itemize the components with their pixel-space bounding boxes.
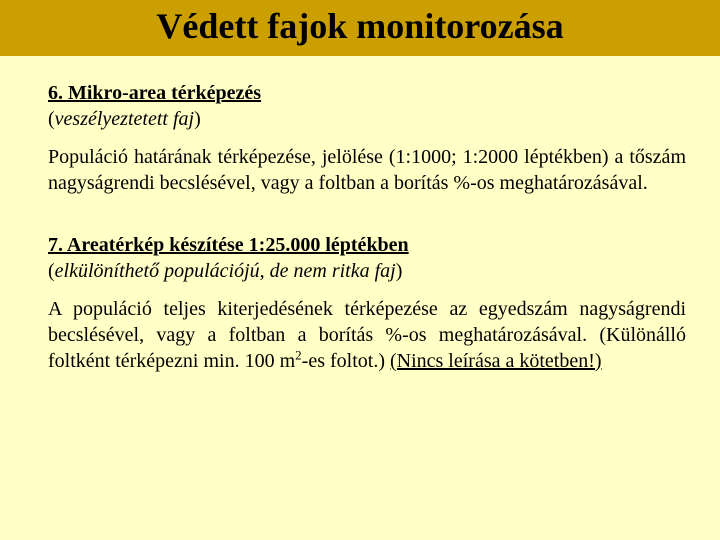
section-7-subtitle: elkülöníthető populációjú, de nem ritka faj bbox=[54, 260, 396, 282]
slide-content bbox=[48, 80, 686, 374]
section-7-heading: 7. Areatérkép készítése 1:25.000 léptékben bbox=[48, 234, 409, 256]
section-7-body-part1: A populáció teljes kiterjedésének térképezése az egyedszám nagyságrendi becslésével, vagy a foltban a borítás %-os meghatározásával. (Különálló foltként térképezni min. 100 m bbox=[48, 298, 686, 372]
section-7 bbox=[48, 232, 686, 374]
page-title: Védett fajok monitorozása bbox=[156, 6, 564, 46]
section-6-heading: 6. Mikro-area térképezés bbox=[48, 82, 262, 104]
section-6 bbox=[48, 80, 686, 196]
section-6-subtitle-line: (veszélyeztetett faj) bbox=[48, 108, 201, 130]
section-7-subtitle-line: (elkülöníthető populációjú, de nem ritka faj) bbox=[48, 260, 403, 282]
section-6-subtitle: veszélyeztetett faj bbox=[54, 108, 195, 130]
section-7-body-part2: -es foltot.) bbox=[301, 350, 385, 372]
title-bar bbox=[0, 0, 720, 56]
superscript: 2 bbox=[295, 347, 302, 363]
section-7-body bbox=[48, 296, 686, 374]
section-6-body: Populáció határának térképezése, jelölése (1:1000; 1:2000 léptékben) a tőszám nagyságrendi becslésével, vagy a foltban a borítás %-os meghatározásával. bbox=[48, 146, 686, 194]
section-7-note: (Nincs leírása a kötetben!) bbox=[389, 350, 602, 372]
